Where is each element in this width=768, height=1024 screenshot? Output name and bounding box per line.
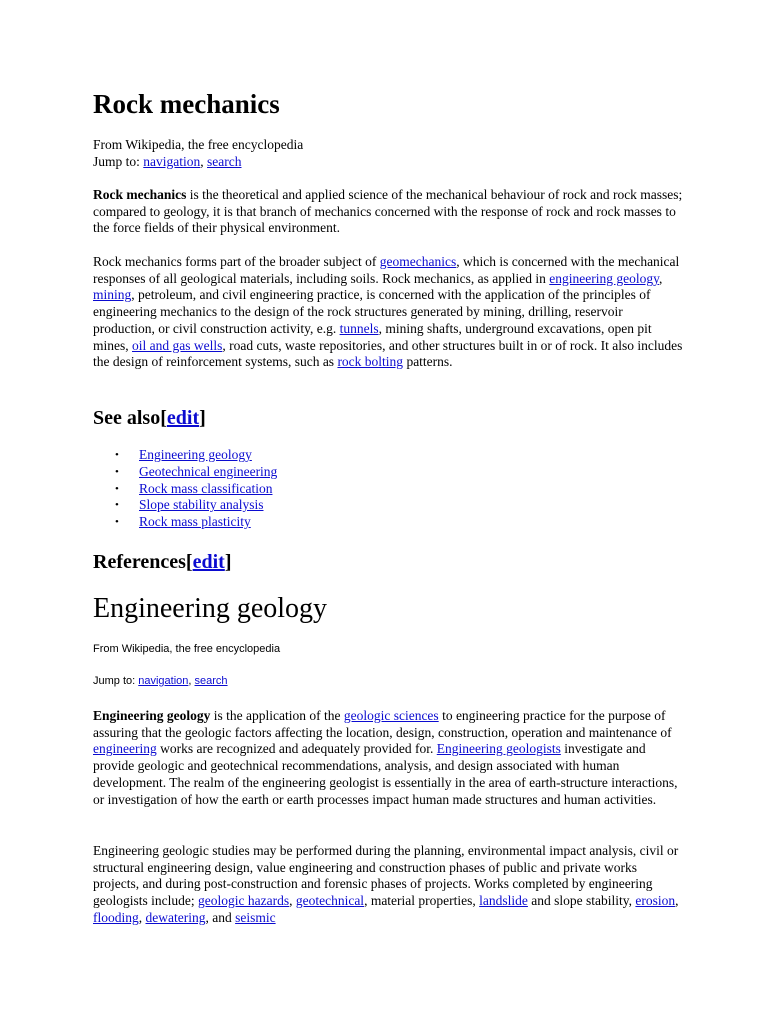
engineering-geology-link[interactable]: engineering geology xyxy=(549,270,659,286)
bullet-icon: • xyxy=(115,516,119,529)
see-also-list xyxy=(93,447,683,531)
geotechnical-link[interactable]: geotechnical xyxy=(295,893,365,909)
text-run: , mining shafts, underground excavations, open pit mines, xyxy=(93,320,652,353)
text-run: , xyxy=(138,909,146,925)
jump-sep: , xyxy=(200,153,208,169)
eng-intro-bold: Engineering geology xyxy=(93,708,211,723)
see-also-edit-link[interactable]: edit xyxy=(166,407,200,429)
text-run: , petroleum, and civil engineering practice, is concerned with the application of the principles of engineering mechanics to the design of the rock structures generated by mining, drilling, reservoir production, or civil construction activity, e.g. xyxy=(93,287,651,336)
geologic-sciences-link[interactable]: geologic sciences xyxy=(343,708,439,723)
references-heading xyxy=(93,550,683,574)
list-item xyxy=(93,481,683,498)
see-also-link[interactable]: Slope stability analysis xyxy=(139,497,264,513)
rock-subtitle-block xyxy=(93,137,683,170)
eng-intro-paragraph xyxy=(93,708,683,808)
mining-link[interactable]: mining xyxy=(93,287,132,303)
text-run: patterns. xyxy=(403,354,453,370)
eng-navigation-link[interactable]: navigation xyxy=(138,675,189,687)
eng-studies-paragraph xyxy=(93,843,683,927)
dewatering-link[interactable]: dewatering xyxy=(145,909,206,925)
text-run: , road cuts, waste repositories, and other structures built in or of rock. It also includes the design of reinforcement systems, such as xyxy=(93,337,683,370)
references-edit-link[interactable]: edit xyxy=(192,551,225,573)
text-run: Engineering geologic studies may be performed during the planning, environmental impact analysis, civil or structural engineering design, value engineering and construction phases of public and private works projects, and during post-construction and forensic phases of projects. Works completed by engineering geologists include; xyxy=(93,843,679,909)
jump-to-line xyxy=(93,154,683,171)
oil-and-gas-wells-link[interactable]: oil and gas wells xyxy=(132,337,223,353)
geomechanics-link[interactable]: geomechanics xyxy=(379,254,457,269)
see-also-link[interactable]: Rock mass plasticity xyxy=(139,514,251,530)
text-run: Rock mechanics forms part of the broader subject of xyxy=(93,254,380,269)
list-item xyxy=(93,464,683,481)
see-also-link[interactable]: Rock mass classification xyxy=(139,480,273,496)
rock-intro-text: is the theoretical and applied science of the mechanical behaviour of rock and rock masses; compared to geology, it is that branch of mechanics concerned with the response of rock and rock masses to the force fields of their physical environment. xyxy=(93,187,683,236)
erosion-link[interactable]: erosion xyxy=(635,893,676,909)
text-run: , xyxy=(675,893,679,909)
text-run: , xyxy=(289,893,296,909)
tunnels-link[interactable]: tunnels xyxy=(339,320,379,336)
list-item xyxy=(93,447,683,464)
rock-detail-paragraph xyxy=(93,254,683,371)
bracket-open: [ xyxy=(160,407,167,429)
jump-to-label: Jump to: xyxy=(93,675,139,687)
flooding-link[interactable]: flooding xyxy=(93,909,139,925)
list-item xyxy=(93,514,683,531)
bullet-icon: • xyxy=(115,482,119,495)
page-title-engineering-geology: Engineering geology xyxy=(93,593,328,624)
geologic-hazards-link[interactable]: geologic hazards xyxy=(198,893,290,909)
page-title-rock-mechanics: Rock mechanics xyxy=(93,89,280,119)
engineering-link[interactable]: engineering xyxy=(93,741,157,757)
rock-intro-bold: Rock mechanics xyxy=(93,187,187,202)
engineering-geologists-link[interactable]: Engineering geologists xyxy=(436,741,561,757)
text-run: to engineering practice for the purpose of assuring that the geologic factors affecting the location, design, construction, operation and maintenance of xyxy=(93,708,672,740)
rock-bolting-link[interactable]: rock bolting xyxy=(337,354,404,370)
bracket-open: [ xyxy=(185,551,193,573)
eng-from-wikipedia-line: From Wikipedia, the free encyclopedia xyxy=(93,643,281,655)
see-also-link[interactable]: Engineering geology xyxy=(139,447,252,462)
text-run: , and xyxy=(205,909,236,925)
text-run: works are recognized and adequately provided for. xyxy=(156,741,437,757)
text-run: , which is concerned with the mechanical responses of all geological materials, including soils. Rock mechanics, as applied in xyxy=(93,254,680,286)
bullet-icon: • xyxy=(115,465,119,478)
text-run: is the application of the xyxy=(210,708,344,723)
seismic-link[interactable]: seismic xyxy=(235,909,276,925)
text-run: investigate and provide geologic and geotechnical recommendations, analysis, and design associated with human development. The realm of the engineering geologist is essentially in the area of earth-structure interactions, or investigation of how the earth or earth processes impact human made structures and human activities. xyxy=(93,741,678,807)
see-also-label: See also xyxy=(93,407,161,429)
bullet-icon: • xyxy=(115,499,119,512)
jump-sep: , xyxy=(188,675,195,687)
search-link[interactable]: search xyxy=(207,153,242,169)
list-item xyxy=(93,497,683,514)
text-run: and slope stability, xyxy=(527,893,636,909)
text-run: , material properties, xyxy=(364,893,480,909)
bullet-icon: • xyxy=(115,449,119,461)
bracket-close: ] xyxy=(224,551,232,573)
bracket-close: ] xyxy=(199,407,206,429)
see-also-heading xyxy=(93,406,683,430)
references-label: References xyxy=(93,551,186,573)
from-wikipedia-line: From Wikipedia, the free encyclopedia xyxy=(93,137,304,152)
rock-intro-paragraph xyxy=(93,187,683,237)
see-also-link[interactable]: Geotechnical engineering xyxy=(139,463,278,479)
text-run: , xyxy=(658,270,663,286)
eng-jump-to-line xyxy=(93,674,683,688)
jump-to-label: Jump to: xyxy=(93,153,144,169)
eng-search-link[interactable]: search xyxy=(194,675,228,687)
navigation-link[interactable]: navigation xyxy=(143,153,201,169)
landslide-link[interactable]: landslide xyxy=(479,893,528,909)
